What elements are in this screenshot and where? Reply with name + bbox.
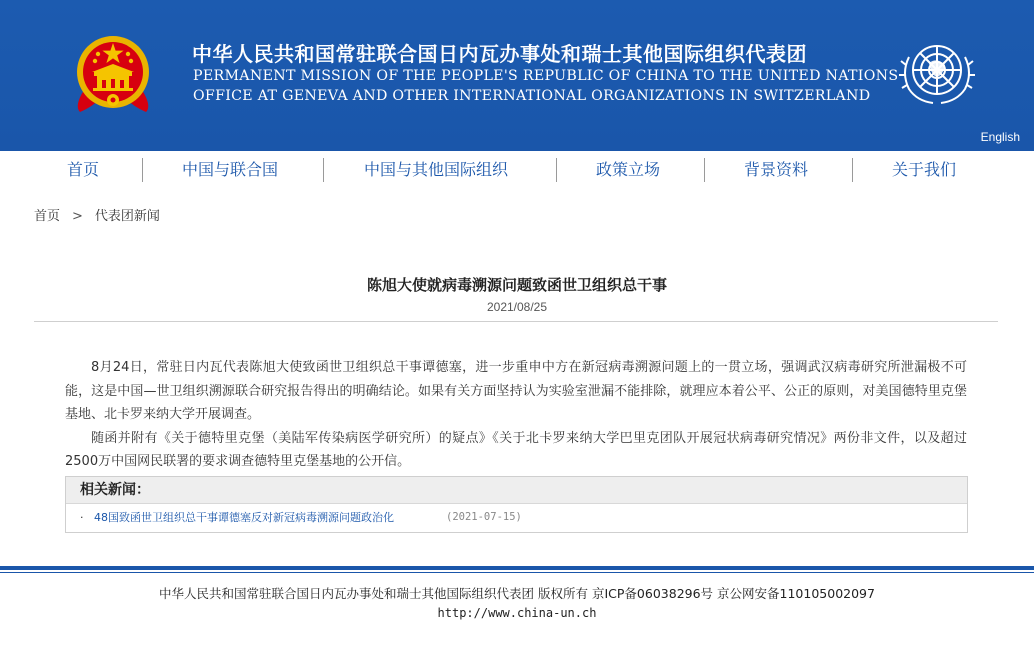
article-paragraph: 随函并附有《关于德特里克堡（美陆军传染病医学研究所）的疑点》《关于北卡罗来纳大学巴里克团队开展冠状病毒研究情况》两份非文件，以及超过2500万中国网民联署的要求调查德特里克堡基地的公开信。: [65, 430, 967, 469]
breadcrumb-mission-news[interactable]: 代表团新闻: [94, 209, 160, 224]
nav-item-policy[interactable]: 政策立场: [596, 160, 661, 179]
article-title: 陈旭大使就病毒溯源问题致函世卫组织总干事: [366, 276, 667, 294]
site-header: [0, 0, 1034, 151]
footer-divider-thick: [0, 566, 1034, 570]
breadcrumb: [34, 205, 160, 224]
nav-item-china-and-other-orgs[interactable]: 中国与其他国际组织: [364, 160, 509, 179]
national-emblem-icon[interactable]: [74, 32, 152, 116]
article-body: [65, 356, 967, 474]
article-date: 2021/08/25: [486, 300, 548, 314]
footer-divider-thin: [0, 572, 1034, 573]
un-emblem-icon: [893, 35, 981, 109]
related-news-box: [65, 476, 968, 533]
nav-separator: [556, 158, 557, 182]
related-news-link[interactable]: 48国致函世卫组织总干事谭德塞反对新冠病毒溯源问题政治化: [94, 511, 394, 524]
title-divider: [34, 321, 998, 322]
related-news-item: [66, 504, 967, 531]
article-paragraph: 8月24日，常驻日内瓦代表陈旭大使致函世卫组织总干事谭德塞，进一步重申中方在新冠病毒溯源问题上的一贯立场，强调武汉病毒研究所泄漏极不可能，这是中国—世卫组织溯源联合研究报告得出的明确结论。如果有关方面坚持认为实验室泄漏不能排除，就理应本着公平、公正的原则，对美国德特里克堡基地、北卡罗来纳大学开展调查。: [65, 360, 967, 422]
site-title-cn: 中华人民共和国常驻联合国日内瓦办事处和瑞士其他国际组织代表团: [192, 42, 807, 66]
nav-item-background[interactable]: 背景资料: [744, 160, 809, 179]
nav-separator: [142, 158, 143, 182]
nav-separator: [323, 158, 324, 182]
breadcrumb-home[interactable]: 首页: [34, 209, 61, 224]
footer-url[interactable]: http://www.china-un.ch: [437, 606, 597, 620]
nav-separator: [704, 158, 705, 182]
main-nav: [0, 151, 1034, 191]
bullet-icon: ·: [80, 511, 84, 524]
breadcrumb-separator: >: [72, 209, 83, 224]
english-language-link[interactable]: English: [980, 130, 1020, 144]
site-title-en-line1: PERMANENT MISSION OF THE PEOPLE'S REPUBLIC OF CHINA TO THE UNITED NATIONS: [193, 68, 899, 84]
footer-copyright: 中华人民共和国常驻联合国日内瓦办事处和瑞士其他国际组织代表团 版权所有 京ICP备06038296号 京公网安备110105002097: [159, 586, 875, 601]
nav-item-about-us[interactable]: 关于我们: [892, 160, 957, 179]
related-news-date: (2021-07-15): [446, 511, 522, 523]
related-news-heading: 相关新闻：: [66, 477, 967, 504]
nav-separator: [852, 158, 853, 182]
nav-item-china-and-un[interactable]: 中国与联合国: [182, 160, 279, 179]
site-title-en-line2: OFFICE AT GENEVA AND OTHER INTERNATIONAL ORGANIZATIONS IN SWITZERLAND: [193, 88, 871, 104]
nav-item-home[interactable]: 首页: [67, 160, 100, 179]
